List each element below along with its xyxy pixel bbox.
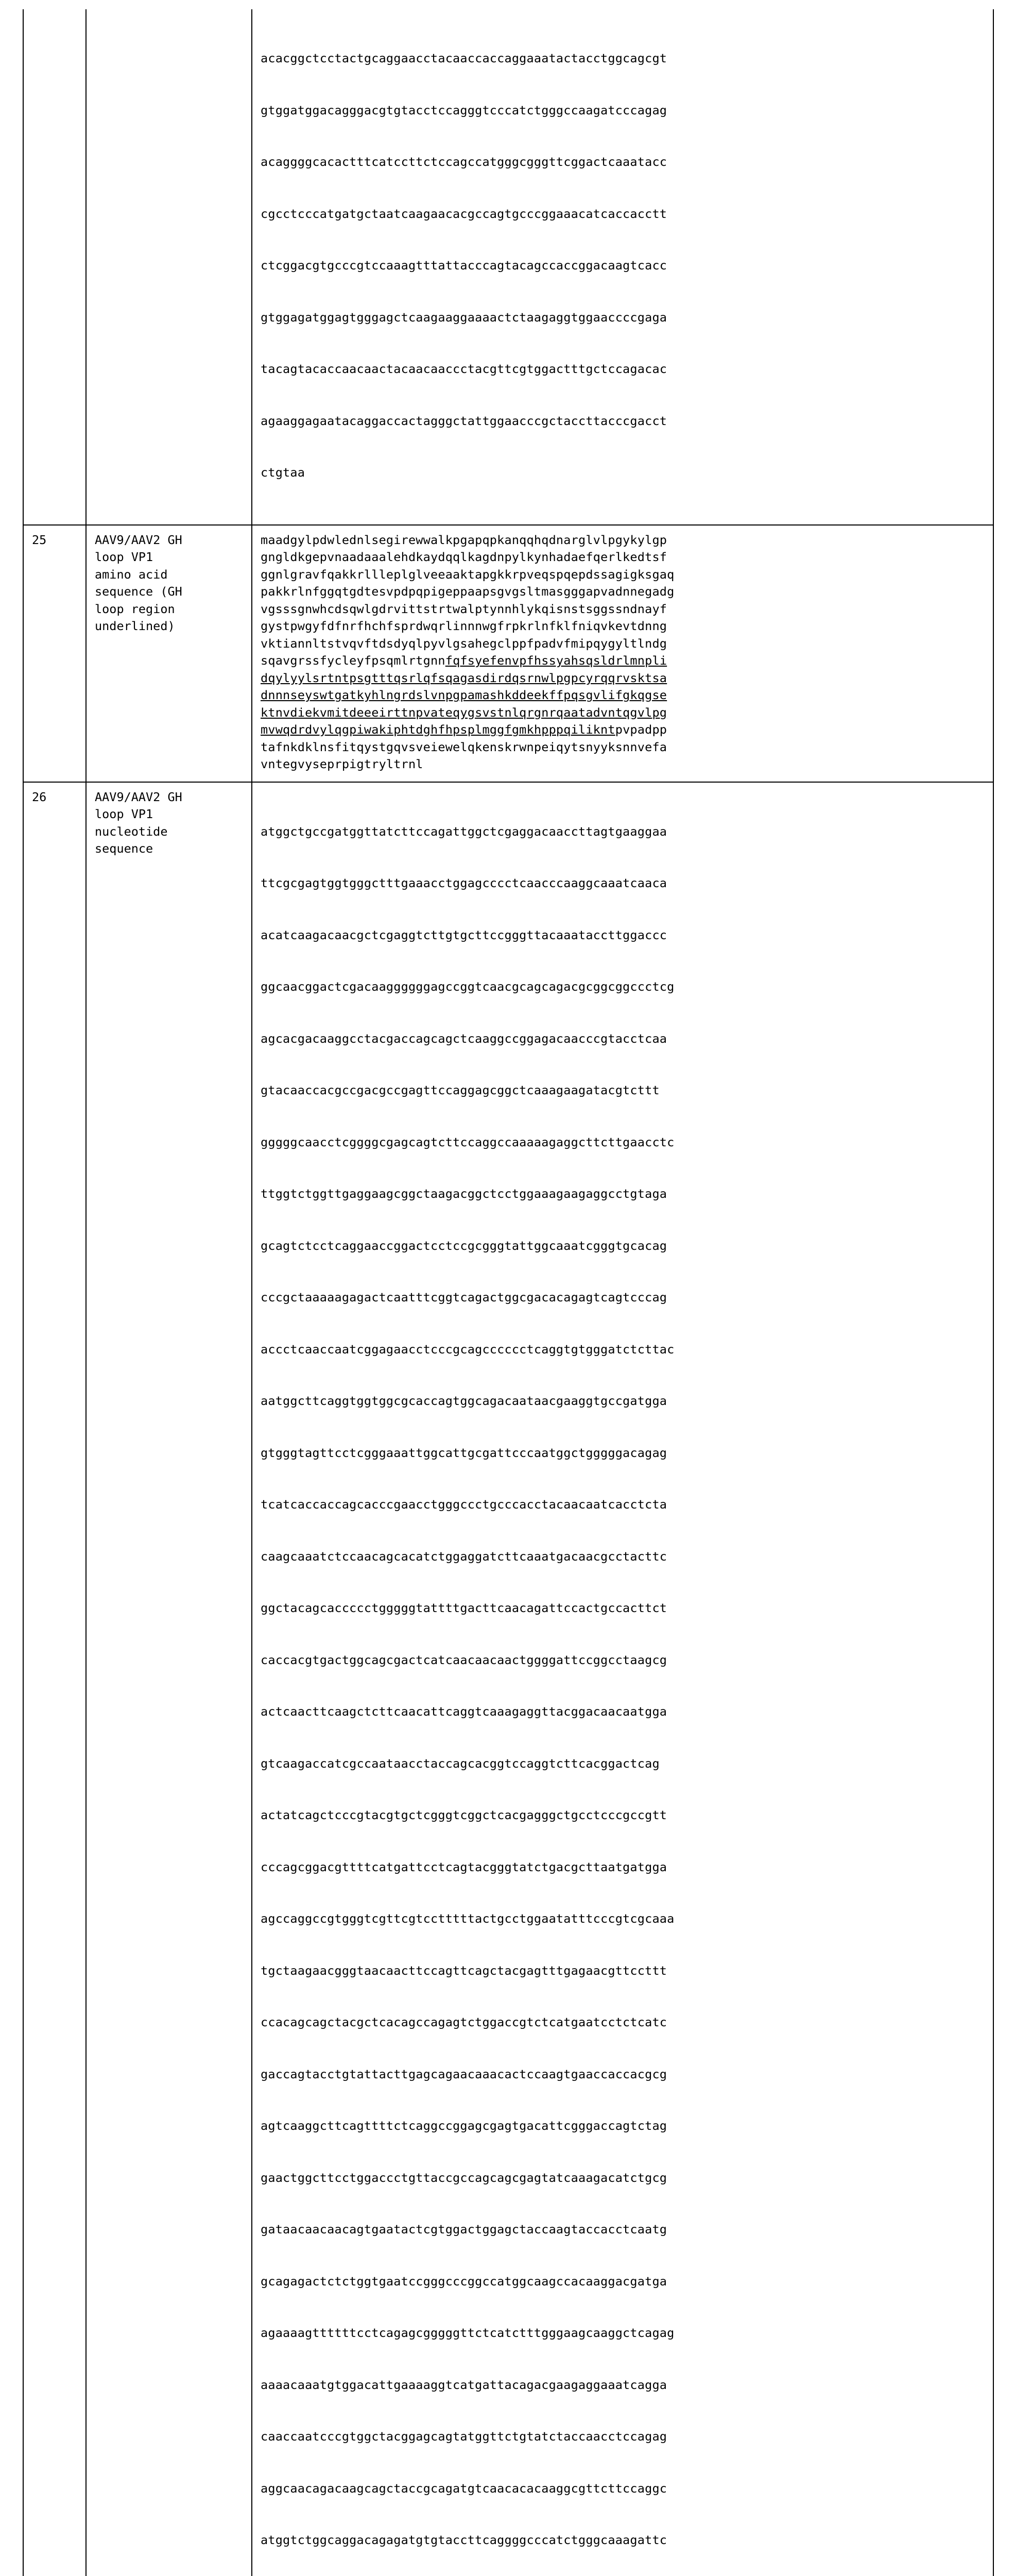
sequence-block bbox=[261, 789, 986, 2576]
sequence-cell bbox=[252, 525, 993, 782]
sequence-line: agaaaagttttttcctcagagcgggggttctcatctttgggaagcaaggctcagag bbox=[261, 2325, 986, 2342]
sequence-line: cccgctaaaaagagactcaatttcggtcagactggcgacacagagtcagtcccag bbox=[261, 1289, 986, 1307]
sequence-line: caagcaaatctccaacagcacatctggaggatcttcaaatgacaacgcctacttc bbox=[261, 1548, 986, 1566]
table-row bbox=[23, 9, 993, 525]
sequence-line: gcagagactctctggtgaatccgggcccggccatggcaagccacaaggacgatga bbox=[261, 2273, 986, 2291]
sequence-line: agcacgacaaggcctacgaccagcagctcaaggccggagacaacccgtacctcaa bbox=[261, 1030, 986, 1048]
description-value: AAV9/AAV2 GH loop VP1 amino acid sequence (GH loop region underlined) bbox=[95, 533, 182, 634]
sequence-line: gtggatggacagggacgtgtacctccagggtcccatctgggccaagatcccagag bbox=[261, 102, 986, 120]
sequence-line: aaaacaaatgtggacattgaaaaggtcatgattacagacgaagaggaaatcagga bbox=[261, 2377, 986, 2394]
sequence-line: gtggagatggagtgggagctcaagaaggaaaactctaagaggtggaaccccgaga bbox=[261, 309, 986, 327]
sequence-line: cgcctcccatgatgctaatcaagaacacgccagtgcccggaaacatcaccacctt bbox=[261, 206, 986, 223]
sequence-line: tacagtacaccaacaactacaacaaccctacgttcgtggactttgctccagacac bbox=[261, 361, 986, 378]
sequence-line: ggcaacggactcgacaaggggggagccggtcaacgcagcagacgcggcggccctcg bbox=[261, 978, 986, 996]
sequence-line: gggggcaacctcggggcgagcagtcttccaggccaaaaagaggcttcttgaacctc bbox=[261, 1134, 986, 1151]
sequence-line: caaccaatcccgtggctacggagcagtatggttctgtatctaccaacctccagag bbox=[261, 2428, 986, 2446]
sequence-line: acatcaagacaacgctcgaggtcttgtgcttccgggttacaaataccttggaccc bbox=[261, 927, 986, 944]
sequence-line: acacggctcctactgcaggaacctacaaccaccaggaaatactacctggcagcgt bbox=[261, 50, 986, 67]
sequence-block bbox=[261, 15, 986, 516]
description-cell bbox=[86, 782, 252, 2576]
sequence-line: gaactggcttcctggaccctgttaccgccagcagcgagtatcaaagacatctgcg bbox=[261, 2170, 986, 2187]
sequence-listing-table bbox=[23, 9, 994, 2576]
sequence-line: gtcaagaccatcgccaataacctaccagcacggtccaggtcttcacggactcag bbox=[261, 1755, 986, 1773]
sequence-line: gcagtctcctcaggaaccggactcctccgcgggtattggcaaatcgggtgcacag bbox=[261, 1238, 986, 1255]
sequence-line: aggcaacagacaagcagctaccgcagatgtcaacacacaaggcgttcttccaggc bbox=[261, 2480, 986, 2498]
table-body bbox=[23, 9, 993, 2576]
sequence-line: gtacaaccacgccgacgccgagttccaggagcggctcaaagaagatacgtcttt bbox=[261, 1082, 986, 1099]
sequence-cell bbox=[252, 782, 993, 2576]
sequence-line: accctcaaccaatcggagaacctcccgcagcccccctcaggtgtgggatctcttac bbox=[261, 1341, 986, 1359]
sequence-line: ttggtctggttgaggaagcggctaagacggctcctggaaagaagaggcctgtaga bbox=[261, 1185, 986, 1203]
description-cell bbox=[86, 525, 252, 782]
sequence-line: ctgtaa bbox=[261, 464, 986, 482]
sequence-line: gataacaacaacagtgaatactcgtggactggagctaccaagtaccacctcaatg bbox=[261, 2221, 986, 2239]
sequence-line: actcaacttcaagctcttcaacattcaggtcaaagaggttacggacaacaatgga bbox=[261, 1703, 986, 1721]
sequence-line: ccacagcagctacgctcacagccagagtctggaccgtctcatgaatcctctcatc bbox=[261, 2014, 986, 2031]
sequence-line: tgctaagaacgggtaacaacttccagttcagctacgagtttgagaacgttccttt bbox=[261, 1962, 986, 1980]
description-value: AAV9/AAV2 GH loop VP1 nucleotide sequence bbox=[95, 790, 182, 856]
seq-id-cell bbox=[23, 782, 86, 2576]
sequence-line: caccacgtgactggcagcgactcatcaacaacaactggggattccggcctaagcg bbox=[261, 1652, 986, 1669]
sequence-line: gaccagtacctgtattacttgagcagaacaaacactccaagtgaaccaccacgcg bbox=[261, 2066, 986, 2083]
sequence-line: aatggcttcaggtggtggcgcaccagtggcagacaataacgaaggtgccgatgga bbox=[261, 1393, 986, 1410]
sequence-line: acaggggcacactttcatccttctccagccatgggcgggttcggactcaaatacc bbox=[261, 154, 986, 171]
sequence-line: gtgggtagttcctcgggaaattggcattgcgattcccaatggctgggggacagag bbox=[261, 1445, 986, 1462]
sequence-line: agccaggccgtgggtcgttcgtcctttttactgcctggaatatttcccgtcgcaaa bbox=[261, 1910, 986, 1928]
sequence-line: ggctacagcaccccctgggggtattttgacttcaacagattccactgccacttct bbox=[261, 1600, 986, 1617]
seq-id-value: 25 bbox=[32, 533, 46, 547]
sequence-line: tcatcaccaccagcacccgaacctgggccctgcccacctacaacaatcacctcta bbox=[261, 1496, 986, 1514]
sequence-cell bbox=[252, 9, 993, 525]
sequence-line: ctcggacgtgcccgtccaaagtttattacccagtacagccaccggacaagtcacc bbox=[261, 257, 986, 275]
table-row bbox=[23, 525, 993, 782]
sequence-segment-plain: pvpadpp tafnkdklnsfitqystgqvsveiewelqkenskrwnpeiqytsnyyksnnvefa vntegvyseprpigtryltrnl bbox=[261, 722, 667, 771]
seq-id-cell bbox=[23, 525, 86, 782]
sequence-line: agtcaaggcttcagttttctcaggccggagcgagtgacattcgggaccagtctag bbox=[261, 2117, 986, 2135]
sequence-line: actatcagctcccgtacgtgctcgggtcggctcacgagggctgcctcccgccgtt bbox=[261, 1807, 986, 1824]
sequence-block bbox=[261, 532, 986, 773]
sequence-segment-underlined: fqfsyefenvpfhssyahsqsldrlmnpli dqylyylsrtntpsgtttqsrlqfsqagasdirdqsrnwlpgpcyrqqrvsktsa dnnnseyswtgatkyhlngrdslvnpgpamashkddeekffpqsgvlifgkqgse ktnvdiekvmitdeeeirttnpvateqygsvstnlqrgnrqaatadvntqgvlpg mvwqdrdvylqgpiwakiphtdghfhpsplmggfgmkhpppqiliknt bbox=[261, 653, 667, 737]
sequence-line: atggtctggcaggacagagatgtgtaccttcaggggcccatctgggcaaagattc bbox=[261, 2532, 986, 2549]
seq-id-cell bbox=[23, 9, 86, 525]
sequence-segment-plain: maadgylpdwlednlsegirewwalkpgapqpkanqqhqdnarglvlpgykylgp gngldkgepvnaadaaalehdkaydqqlkagdnpylkynhadaefqerlkedtsf ggnlgravfqakkrllleplglveeaaktapgkkrpveqspqepdssagigksgaq pakkrlnfggqtgdtesvpdpqpigeppaapsgvgsltmasgggapvadnnegadg vgsssgnwhcdsqwlgdrvittstrtwalptynnhlykqisnstsggssndnayf gystpwgyfdfnrfhchfsprdwqrlinnnwgfrpkrlnfklfniqvkevtdnng vktiannltstvqvftdsdyqlpyvlgsahegclppfpadvfmipqygyltlndg sqavgrssfycleyfpsqmlrtgnn bbox=[261, 533, 675, 668]
table-row bbox=[23, 782, 993, 2576]
sequence-line: atggctgccgatggttatcttccagattggctcgaggacaaccttagtgaaggaa bbox=[261, 823, 986, 841]
sequence-line: cccagcggacgttttcatgattcctcagtacgggtatctgacgcttaatgatgga bbox=[261, 1859, 986, 1876]
sequence-line: ttcgcgagtggtgggctttgaaacctggagcccctcaacccaaggcaaatcaaca bbox=[261, 875, 986, 892]
sequence-line: agaaggagaatacaggaccactagggctattggaacccgctaccttacccgacct bbox=[261, 413, 986, 430]
seq-id-value: 26 bbox=[32, 790, 46, 804]
description-cell bbox=[86, 9, 252, 525]
